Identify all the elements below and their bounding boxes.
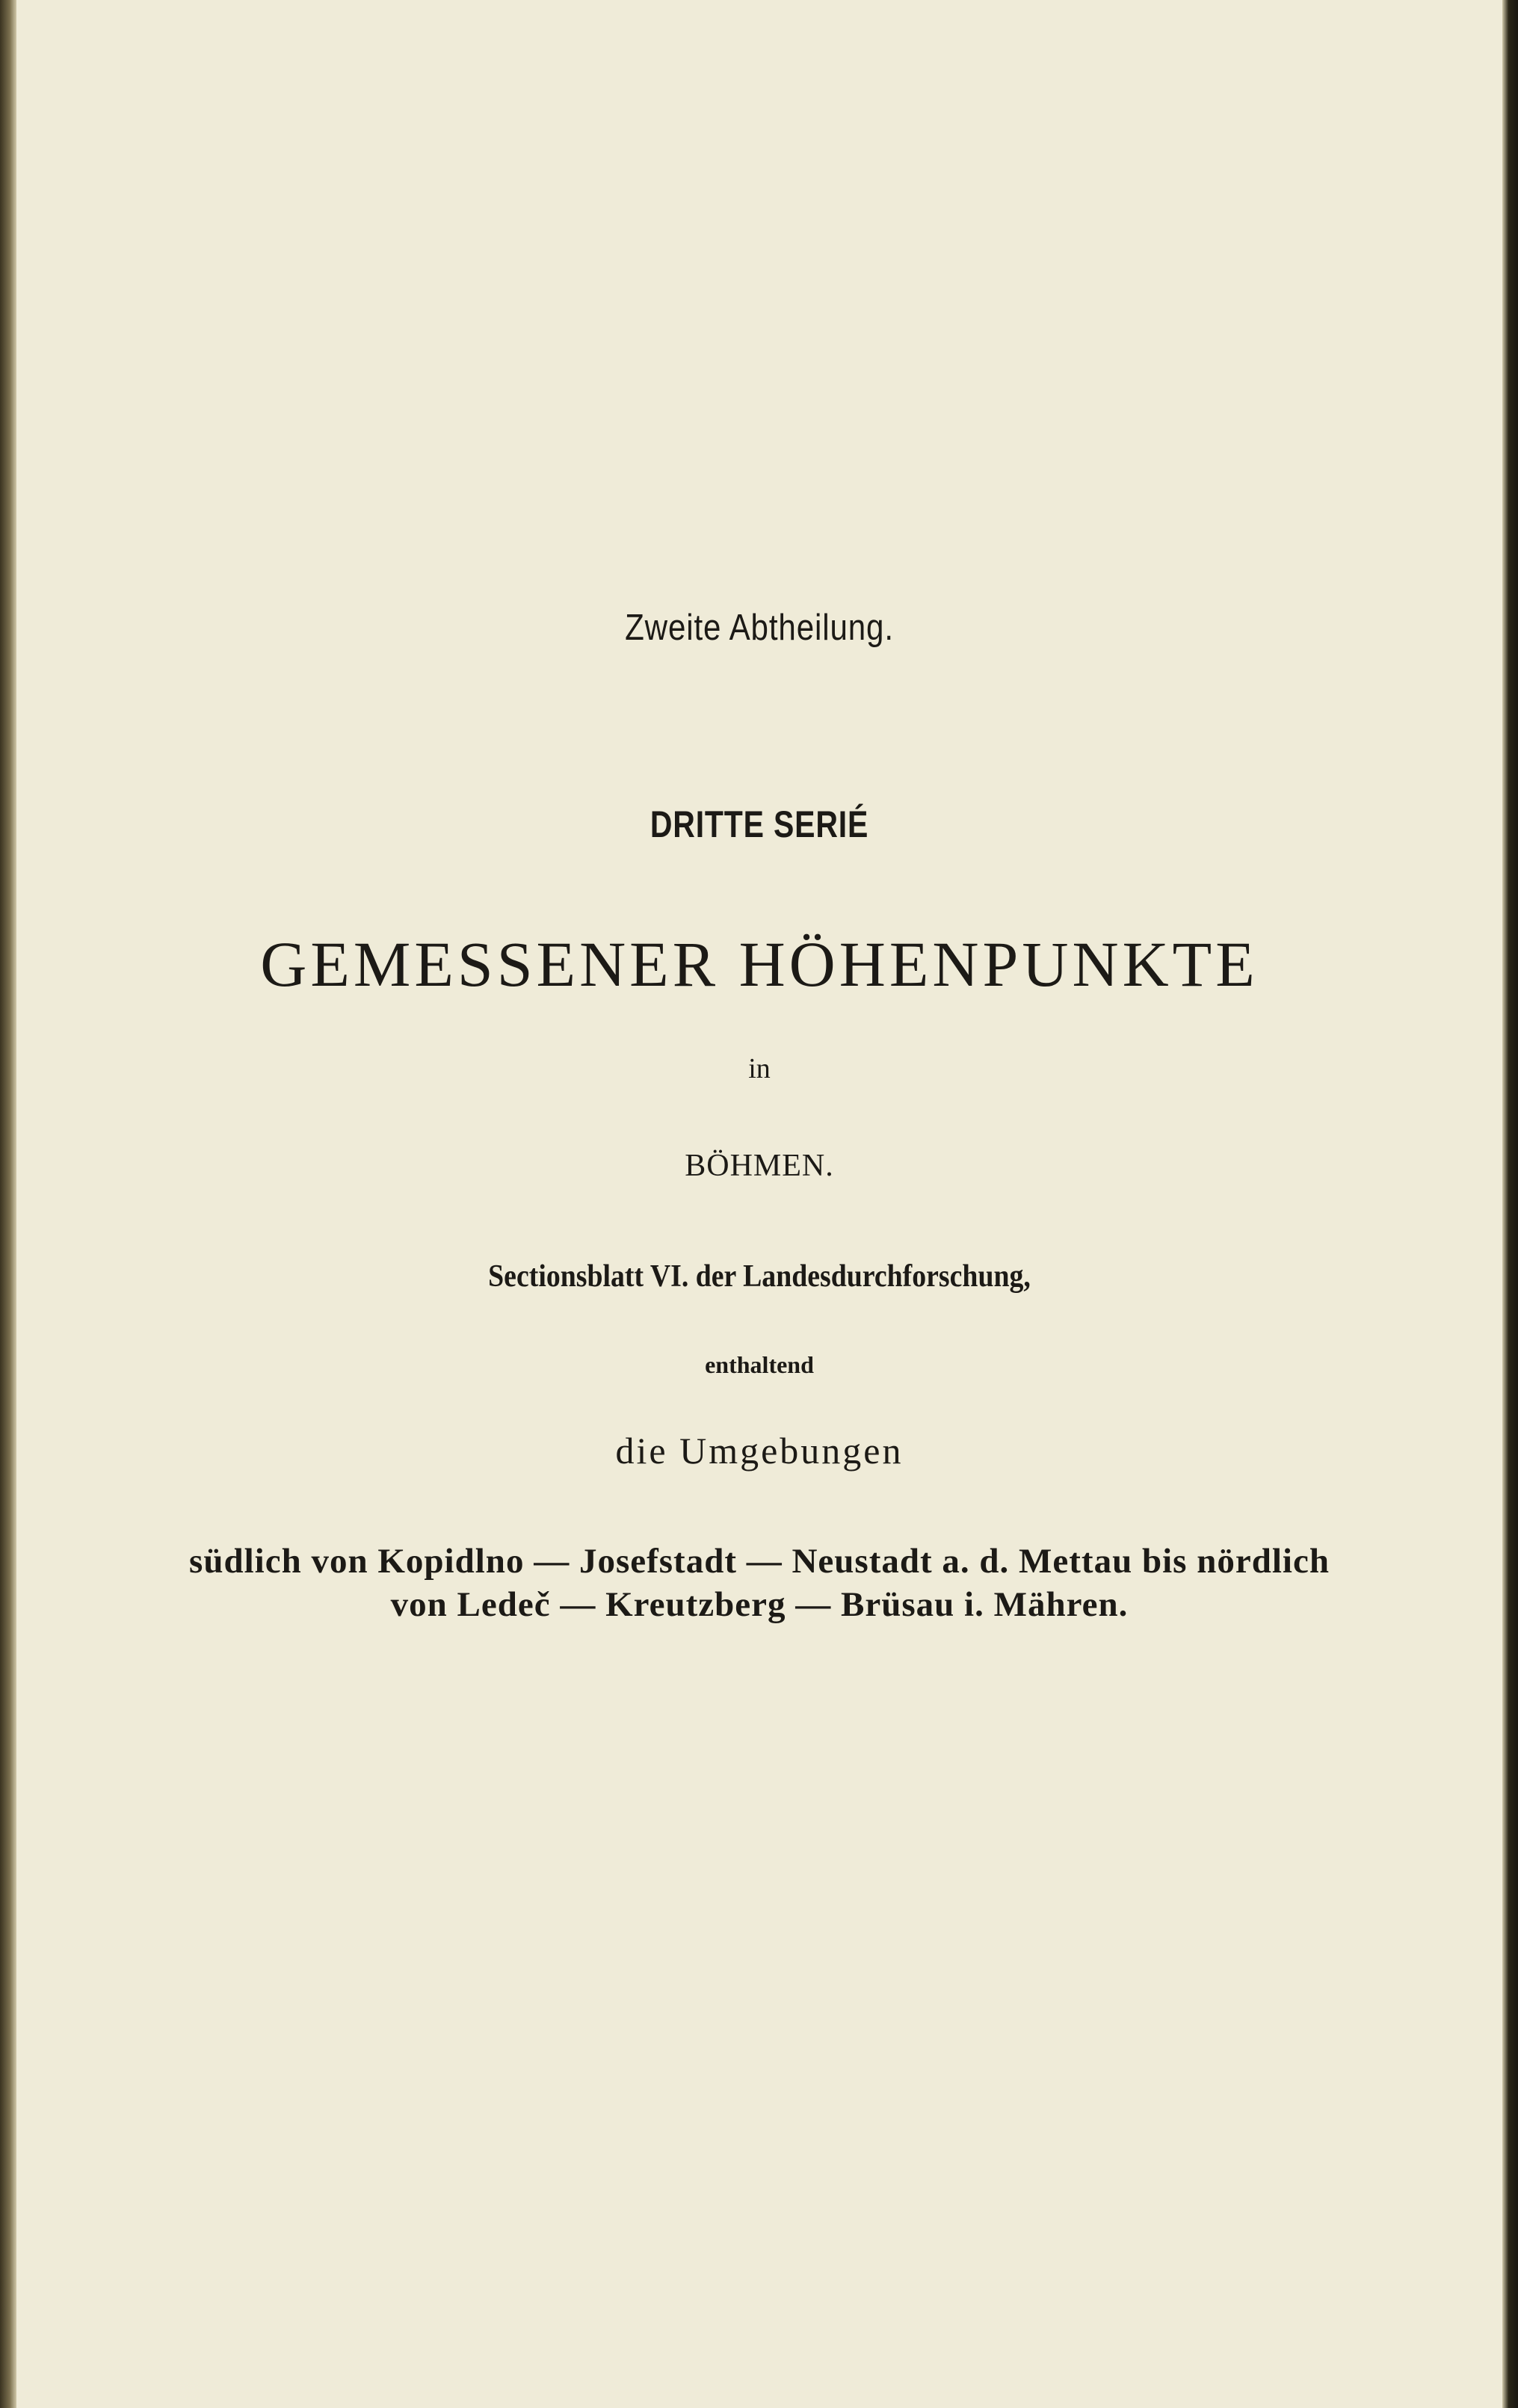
title-page xyxy=(16,0,1502,2408)
left-binding-edge xyxy=(0,0,16,2408)
surroundings-heading: die Umgebungen xyxy=(615,1430,904,1472)
preposition-in: in xyxy=(748,1053,771,1084)
main-title: GEMESSENER HÖHENPUNKTE xyxy=(260,928,1259,1000)
section-sheet-line: Sectionsblatt VI. der Landesdurchforschung, xyxy=(488,1259,1031,1294)
right-binding-edge xyxy=(1502,0,1518,2408)
area-description-line-1: südlich von Kopidlno — Josefstadt — Neustadt a. d. Mettau bis nördlich xyxy=(189,1542,1330,1581)
series-heading: DRITTE SERIÉ xyxy=(650,803,869,845)
region-heading: BÖHMEN. xyxy=(685,1149,834,1183)
area-description-line-2: von Ledeč — Kreutzberg — Brüsau i. Mähren. xyxy=(390,1585,1129,1624)
containing-label: enthaltend xyxy=(705,1351,814,1378)
division-heading: Zweite Abtheilung. xyxy=(625,608,894,648)
